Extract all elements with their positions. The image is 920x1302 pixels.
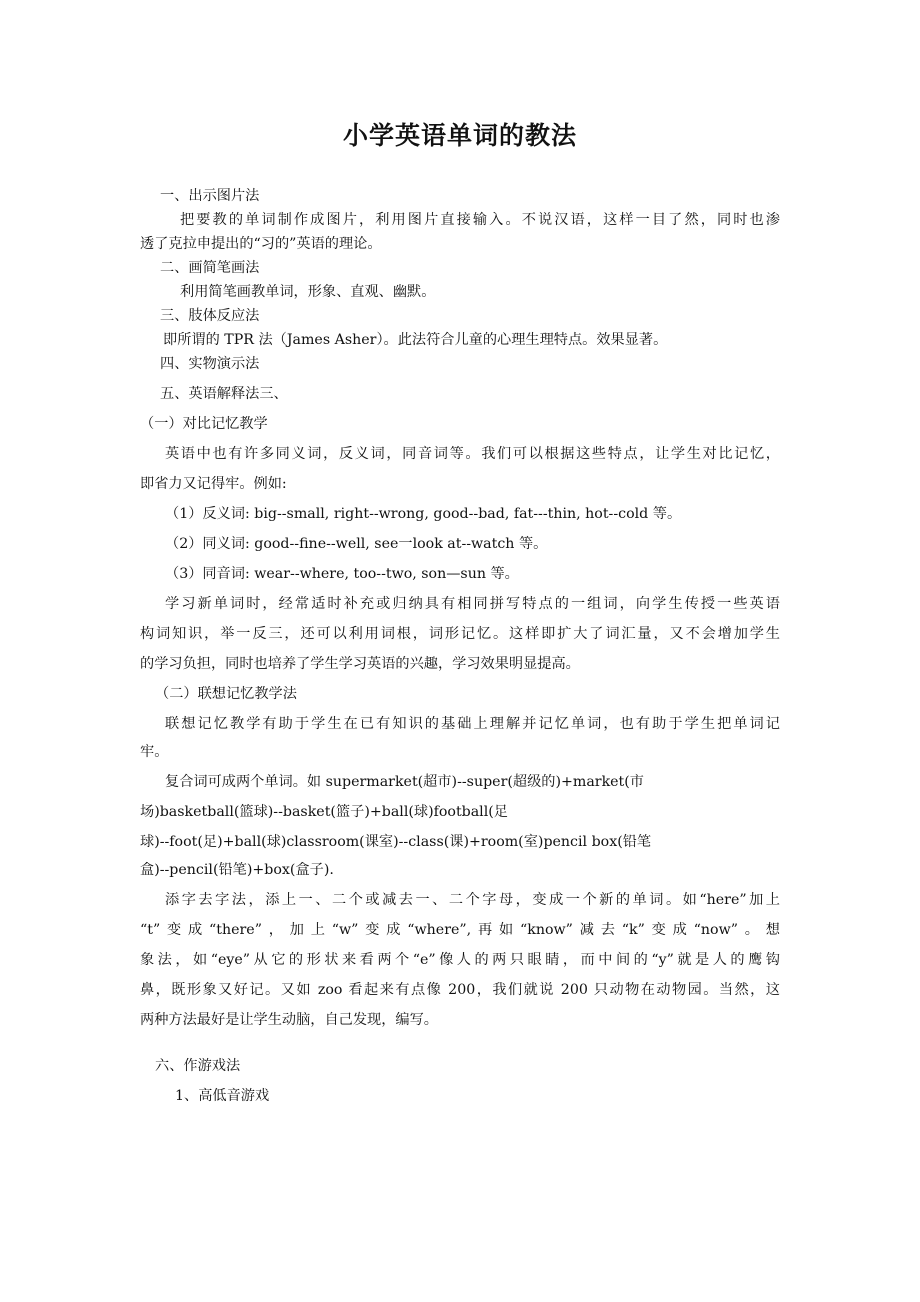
- list-item: （3）同音词: wear--where, too--two, son—sun 等。: [165, 566, 519, 582]
- page-title: 小学英语单词的教法: [342, 121, 577, 150]
- paragraph-line: “t”变成“there”，加上“w”变成“where”,再如“know”减去“k”变成“now”。想: [140, 922, 780, 938]
- paragraph-line: 透了克拉申提出的“习的”英语的理论。: [140, 236, 382, 252]
- section-heading-3: 三、肢体反应法: [160, 308, 260, 324]
- list-item: 1、高低音游戏: [175, 1088, 270, 1104]
- paragraph-line: 即省力又记得牢。例如:: [140, 476, 287, 492]
- paragraph-line: 鼻，既形象又好记。又如 zoo 看起来有点像 200，我们就说 200 只动物在动物园。当然，这: [140, 982, 780, 998]
- section-heading-5: 五、英语解释法三、: [160, 386, 288, 402]
- paragraph-line: 英语中也有许多同义词，反义词，同音词等。我们可以根据这些特点，让学生对比记忆，: [165, 446, 780, 462]
- paragraph-line: 牢。: [140, 744, 169, 760]
- paragraph-line: 两种方法最好是让学生动脑，自己发现，编写。: [140, 1012, 438, 1028]
- paragraph-line: 复合词可成两个单词。如 supermarket(超市)--super(超级的)+market(市: [165, 774, 644, 790]
- paragraph-line: 联想记忆教学有助于学生在已有知识的基础上理解并记忆单词，也有助于学生把单词记: [165, 716, 780, 732]
- paragraph-line: 添字去字法，添上一、二个或减去一、二个字母，变成一个新的单词。如“here”加上: [165, 892, 780, 908]
- paragraph-line: 盒)--pencil(铅笔)+box(盒子).: [140, 862, 334, 878]
- section-heading-4: 四、实物演示法: [160, 356, 260, 372]
- paragraph-line: 学习新单词时，经常适时补充或归纳具有相同拼写特点的一组词，向学生传授一些英语: [165, 596, 780, 612]
- list-item: （1）反义词: big--small, right--wrong, good--bad, fat---thin, hot--cold 等。: [165, 506, 682, 522]
- paragraph-line: 构词知识，举一反三，还可以利用词根，词形记忆。这样即扩大了词汇量，又不会增加学生: [140, 626, 780, 642]
- paragraph-line: 的学习负担，同时也培养了学生学习英语的兴趣，学习效果明显提高。: [140, 656, 580, 672]
- list-item: （2）同义词: good--fine--well, see一look at--watch 等。: [165, 536, 548, 552]
- section-heading-1: 一、出示图片法: [160, 188, 260, 204]
- paragraph-line: 把要教的单词制作成图片，利用图片直接输入。不说汉语，这样一目了然，同时也渗: [180, 212, 780, 228]
- section-heading-6: 六、作游戏法: [155, 1058, 241, 1074]
- paragraph-line: 象法，如“eye”从它的形状来看两个“e”像人的两只眼睛，而中间的“y”就是人的鹰钩: [140, 952, 780, 968]
- subsection-heading-2: （二）联想记忆教学法: [155, 686, 297, 702]
- paragraph-line: 球)--foot(足)+ball(球)classroom(课室)--class(课)+room(室)pencil box(铅笔: [140, 834, 652, 850]
- subsection-heading-1: （一）对比记忆教学: [140, 416, 268, 432]
- paragraph-line: 即所谓的 TPR 法（James Asher）。此法符合儿童的心理生理特点。效果显著。: [163, 332, 668, 348]
- paragraph-line: 利用简笔画教单词，形象、直观、幽默。: [180, 284, 436, 300]
- paragraph-line: 场)basketball(篮球)--basket(篮子)+ball(球)football(足: [140, 804, 508, 820]
- section-heading-2: 二、画简笔画法: [160, 260, 260, 276]
